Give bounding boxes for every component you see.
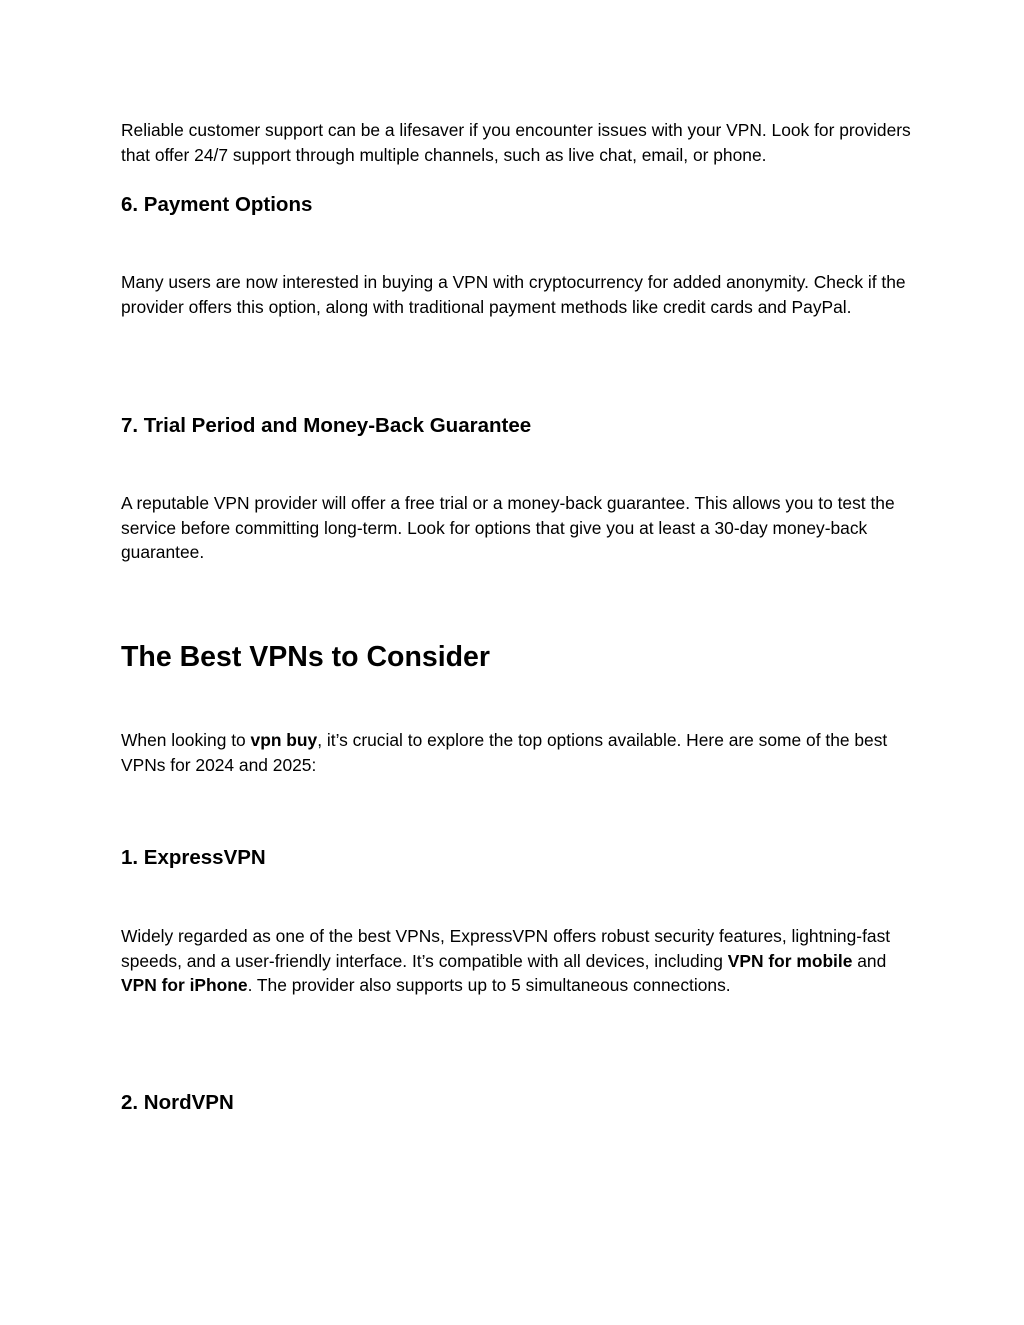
expressvpn-heading: 1. ExpressVPN: [121, 846, 266, 869]
support-paragraph: Reliable customer support can be a lifesaver if you encounter issues with your VPN. Look for providers that offer 24/7 support through multiple channels, such as live chat, email, or phone.: [121, 120, 911, 165]
payment-options-heading: 6. Payment Options: [121, 193, 313, 216]
intro-text-before: When looking to: [121, 730, 251, 750]
expressvpn-text-part3: . The provider also supports up to 5 simultaneous connections.: [247, 975, 731, 995]
expressvpn-paragraph: [121, 924, 911, 998]
expressvpn-text-part1: Widely regarded as one of the best VPNs, ExpressVPN offers robust security features, lightning-fast speeds, and a user-friendly interface. It’s compatible with all devices, including: [121, 926, 891, 971]
payment-options-paragraph: Many users are now interested in buying a VPN with cryptocurrency for added anonymity. Check if the provider offers this option, along with traditional payment methods like credit cards and PayPal.: [121, 272, 906, 317]
expressvpn-text-part2: and: [852, 950, 887, 971]
intro-text-after: , it’s crucial to explore the top options available. Here are some of the best VPNs for 2024 and 2025:: [121, 730, 888, 775]
vpn-for-mobile-bold: VPN for mobile: [727, 950, 853, 971]
trial-period-paragraph: A reputable VPN provider will offer a free trial or a money-back guarantee. This allows you to test the service before committing long-term. Look for options that give you at least a 30-day money-back guarantee.: [121, 493, 895, 562]
vpn-for-iphone-bold: VPN for iPhone: [121, 975, 248, 995]
best-vpns-intro: [121, 728, 911, 777]
intro-keyword-bold: vpn buy: [250, 730, 318, 750]
best-vpns-heading: The Best VPNs to Consider: [121, 641, 490, 673]
nordvpn-heading: 2. NordVPN: [121, 1091, 234, 1114]
trial-period-heading: 7. Trial Period and Money-Back Guarantee: [121, 414, 532, 437]
